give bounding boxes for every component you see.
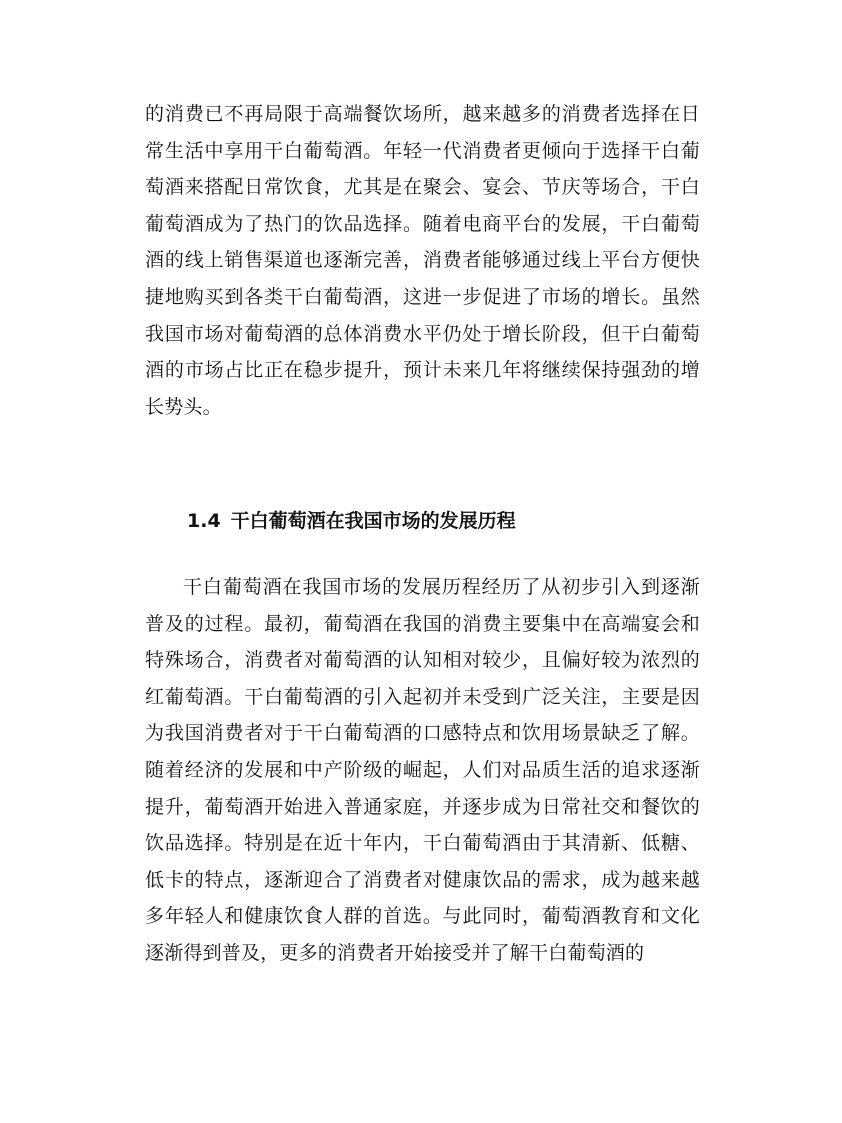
- section-number: 1.4: [187, 510, 221, 532]
- section-title: 干白葡萄酒在我国市场的发展历程: [230, 510, 516, 532]
- section-heading: [187, 506, 516, 536]
- body-paragraph-2: 干白葡萄酒在我国市场的发展历程经历了从初步引入到逐渐普及的过程。最初，葡萄酒在我国的消费主要集中在高端宴会和特殊场合，消费者对葡萄酒的认知相对较少，且偏好较为浓烈的红葡萄酒。干白葡萄酒的引入起初并未受到广泛关注，主要是因为我国消费者对于干白葡萄酒的口感特点和饮用场景缺乏了解。随着经济的发展和中产阶级的崛起，人们对品质生活的追求逐渐提升，葡萄酒开始进入普通家庭，并逐步成为日常社交和餐饮的饮品选择。特别是在近十年内，干白葡萄酒由于其清新、低糖、低卡的特点，逐渐迎合了消费者对健康饮品的需求，成为越来越多年轻人和健康饮食人群的首选。与此同时，葡萄酒教育和文化逐渐得到普及，更多的消费者开始接受并了解干白葡萄酒的: [145, 576, 700, 964]
- body-paragraph-1: 的消费已不再局限于高端餐饮场所，越来越多的消费者选择在日常生活中享用干白葡萄酒。年轻一代消费者更倾向于选择干白葡萄酒来搭配日常饮食，尤其是在聚会、宴会、节庆等场合，干白葡萄酒成为了热门的饮品选择。随着电商平台的发展，干白葡萄酒的线上销售渠道也逐渐完善，消费者能够通过线上平台方便快捷地购买到各类干白葡萄酒，这进一步促进了市场的增长。虽然我国市场对葡萄酒的总体消费水平仍处于增长阶段，但干白葡萄酒的市场占比正在稳步提升，预计未来几年将继续保持强劲的增长势头。: [145, 103, 700, 418]
